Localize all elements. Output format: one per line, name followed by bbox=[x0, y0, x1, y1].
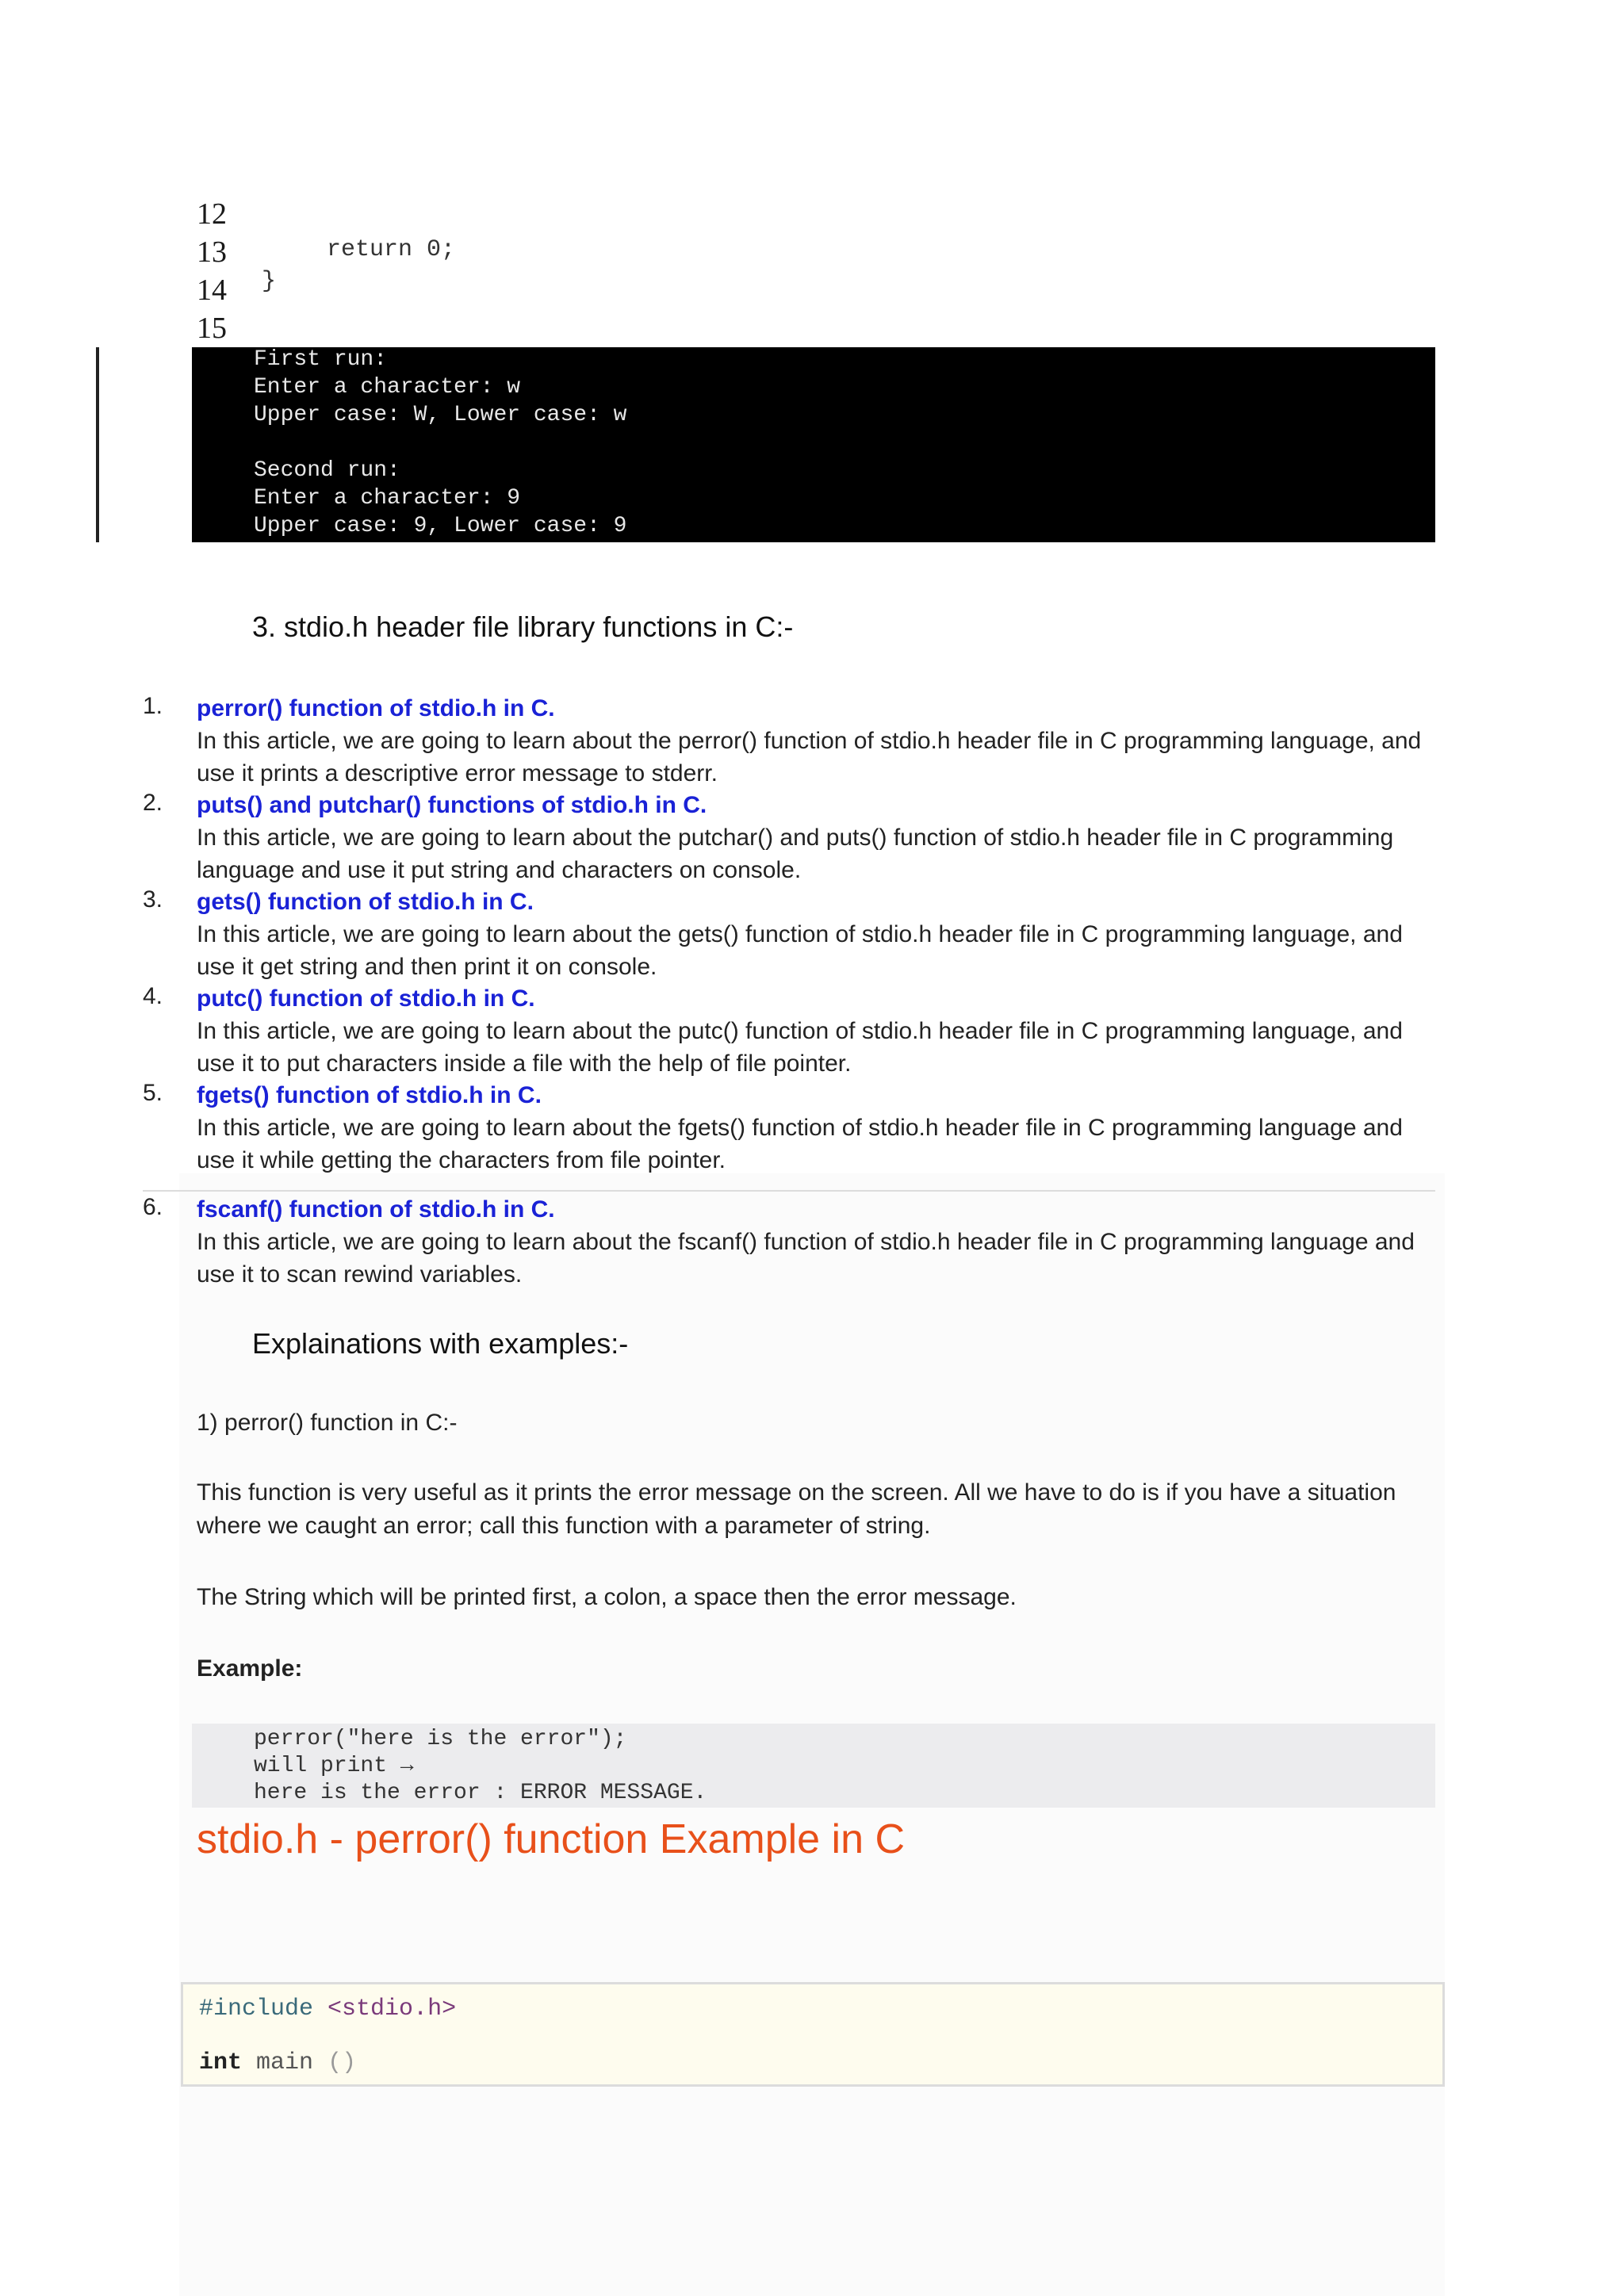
include-header: <stdio.h> bbox=[327, 1996, 457, 2022]
console-output bbox=[192, 347, 1435, 542]
explanations-heading: Explainations with examples:- bbox=[252, 1327, 629, 1360]
closing-brace: } bbox=[262, 268, 277, 295]
example-label: Example: bbox=[197, 1655, 303, 1682]
function-description: In this article, we are going to learn about the perror() function of stdio.h header file in C programming language, and use it prints a descriptive error message to stderr. bbox=[197, 728, 1422, 786]
divider bbox=[143, 1190, 1435, 1192]
console-line: Second run: bbox=[254, 458, 400, 483]
int-keyword: int bbox=[199, 2049, 243, 2076]
function-description: In this article, we are going to learn about the fscanf() function of stdio.h header file in C programming language and use it to scan rewind variables. bbox=[197, 1229, 1415, 1288]
function-description: In this article, we are going to learn about the putc() function of stdio.h header file in C programming language, and use it to put characters inside a file with the help of file pointer. bbox=[197, 1018, 1403, 1077]
function-link[interactable]: gets() function of stdio.h in C. bbox=[197, 889, 534, 915]
function-description: In this article, we are going to learn about the fgets() function of stdio.h header file in C programming language and use it while getting the characters from file pointer. bbox=[197, 1115, 1403, 1173]
line-number: 13 bbox=[197, 235, 227, 269]
main-line bbox=[199, 2049, 356, 2076]
source-code-box bbox=[181, 1982, 1445, 2087]
console-line: First run: bbox=[254, 347, 388, 372]
code-line: will print → bbox=[254, 1754, 414, 1778]
console-line: Upper case: 9, Lower case: 9 bbox=[254, 514, 627, 538]
list-item bbox=[143, 1080, 1443, 1177]
line-number: 15 bbox=[197, 312, 227, 345]
string-paragraph: The String which will be printed first, a colon, a space then the error message. bbox=[197, 1584, 1017, 1610]
margin-change-bar bbox=[96, 347, 99, 542]
line-numbers bbox=[197, 195, 227, 347]
function-description: In this article, we are going to learn about the putchar() and puts() function of stdio.h header file in C programming language and use it put string and characters on console. bbox=[197, 825, 1394, 883]
function-link[interactable]: puts() and putchar() functions of stdio.h in C. bbox=[197, 792, 707, 818]
list-item bbox=[143, 790, 1443, 886]
list-item bbox=[143, 983, 1443, 1080]
line-number: 12 bbox=[197, 197, 227, 231]
list-number: 2. bbox=[143, 790, 163, 816]
return-statement: return 0; bbox=[327, 236, 456, 263]
main-name: main bbox=[256, 2049, 314, 2076]
list-number: 5. bbox=[143, 1080, 163, 1106]
console-line: Enter a character: 9 bbox=[254, 486, 521, 511]
list-number: 6. bbox=[143, 1194, 163, 1220]
function-description: In this article, we are going to learn about the gets() function of stdio.h header file in C programming language, and use it get string and then print it on console. bbox=[197, 921, 1403, 980]
function-link[interactable]: fgets() function of stdio.h in C. bbox=[197, 1082, 542, 1108]
list-item bbox=[143, 693, 1443, 790]
list-number: 4. bbox=[143, 983, 163, 1009]
example-title: stdio.h - perror() function Example in C bbox=[197, 1816, 906, 1862]
function-link[interactable]: perror() function of stdio.h in C. bbox=[197, 695, 555, 721]
console-line: Enter a character: w bbox=[254, 375, 521, 400]
section-heading: 3. stdio.h header file library functions in C:- bbox=[252, 610, 794, 643]
perror-paragraph: This function is very useful as it prints the error message on the screen. All we have to do is if you have a situation where we caught an error; call this function with a parameter of string. bbox=[197, 1479, 1396, 1539]
include-keyword: #include bbox=[199, 1996, 314, 2022]
list-item bbox=[143, 886, 1443, 983]
function-list bbox=[143, 693, 1443, 1291]
list-number: 1. bbox=[143, 693, 163, 719]
parens: () bbox=[327, 2049, 357, 2076]
line-number: 14 bbox=[197, 274, 227, 307]
function-link[interactable]: fscanf() function of stdio.h in C. bbox=[197, 1196, 555, 1223]
console-line: Upper case: W, Lower case: w bbox=[254, 403, 627, 427]
code-line: perror("here is the error"); bbox=[254, 1727, 627, 1751]
perror-subheading: 1) perror() function in C:- bbox=[197, 1410, 458, 1436]
function-link[interactable]: putc() function of stdio.h in C. bbox=[197, 985, 535, 1012]
example-code-block bbox=[192, 1724, 1435, 1808]
code-line: here is the error : ERROR MESSAGE. bbox=[254, 1781, 707, 1805]
list-item bbox=[143, 1194, 1443, 1291]
include-line bbox=[199, 1996, 456, 2022]
list-number: 3. bbox=[143, 886, 163, 913]
